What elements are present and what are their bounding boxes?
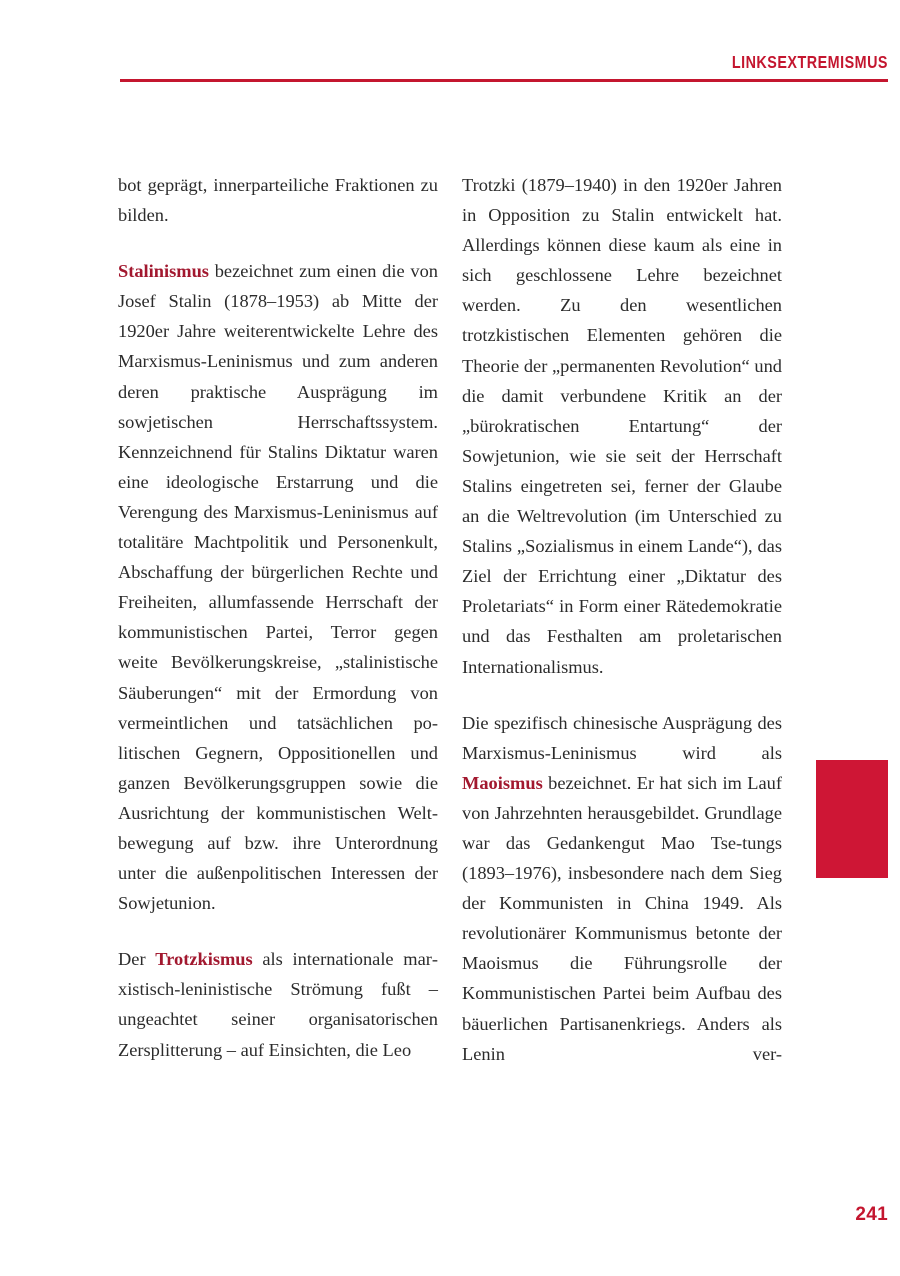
body-paragraph <box>118 256 438 918</box>
body-text: als internationale marxistisch-leninistische Strömung fußt – ungeachtet seiner organisatorischen Zersplitterung – auf Einsichten, die Leo <box>118 949 438 1060</box>
running-head: LINKSEXTREMISMUS <box>731 52 888 72</box>
body-text: bezeichnet zum einen die von Josef Stalin (1878–1953) ab Mitte der 1920er Jahre weiterentwickelte Lehre des Marxismus-Leninismus und zum anderen deren praktische Ausprägung im sowjetischen Herrschaftssystem. Kennzeichnend für Stalins Diktatur waren eine ideologische Erstarrung und die Verengung des Marxismus-Leninismus auf totalitäre Machtpolitik und Personenkult, Abschaffung der bürgerlichen Rechte und Freiheiten, allumfassende Herrschaft der kommunistischen Partei, Terror gegen weite Bevölkerungskreise, „stalinistische Säuberungen“ mit der Ermordung von vermeintlichen und tatsächlichen politischen Gegnern, Oppositionellen und ganzen Bevölkerungsgruppen sowie die Ausrichtung der kommunistischen Weltbewegung auf bzw. ihre Unterordnung unter die außenpolitischen Interessen der Sowjetunion. <box>118 261 438 914</box>
body-paragraph <box>462 708 782 1069</box>
body-text: Trotzki (1879–1940) in den 1920er Jahren in Opposition zu Stalin entwickelt hat. Allerdings können diese kaum als eine in sich geschlossene Lehre bezeichnet werden. Zu den wesentlichen trotzkistischen Elementen gehören die Theorie der „permanenten Revolution“ und die damit verbundene Kritik an der „bürokratischen Entartung“ der Sowjetunion, wie sie seit der Herrschaft Stalins eingetreten sei, ferner der Glaube an die Weltrevolution (im Unterschied zu Stalins „Sozialismus in einem Lande“), das Ziel der Errichtung einer „Diktatur des Proletariats“ in Form einer Rätedemokratie und das Festhalten am proletarischen Internationalismus. <box>462 175 782 677</box>
column-left <box>118 170 438 1069</box>
body-text: bot geprägt, innerparteiliche Fraktionen zu bilden. <box>118 175 438 226</box>
text-columns <box>118 170 890 1069</box>
key-term: Stalinismus <box>118 261 209 282</box>
thumb-index-tab <box>816 760 888 878</box>
key-term: Trotzkismus <box>155 949 253 970</box>
body-paragraph <box>118 944 438 1064</box>
body-text: Der <box>118 949 156 970</box>
header-rule <box>120 79 888 82</box>
body-text: bezeichnet. Er hat sich im Lauf von Jahrzehnten herausgebildet. Grundlage war das Gedankengut Mao Tse-tungs (1893–1976), insbesondere nach dem Sieg der Kommunisten in China 1949. Als revolutionärer Kommunismus betonte der Maoismus die Führungsrolle der Kommunistischen Partei beim Aufbau des bäuerlichen Partisanenkriegs. Anders als Lenin ver- <box>462 772 782 1064</box>
column-right <box>462 170 782 1069</box>
body-paragraph <box>118 170 438 230</box>
key-term: Maoismus <box>462 772 543 793</box>
body-paragraph <box>462 170 782 682</box>
body-text: Die spezifisch chinesische Ausprägung des Marxismus-Leninismus wird als <box>462 712 782 763</box>
page-number: 241 <box>855 1204 888 1225</box>
